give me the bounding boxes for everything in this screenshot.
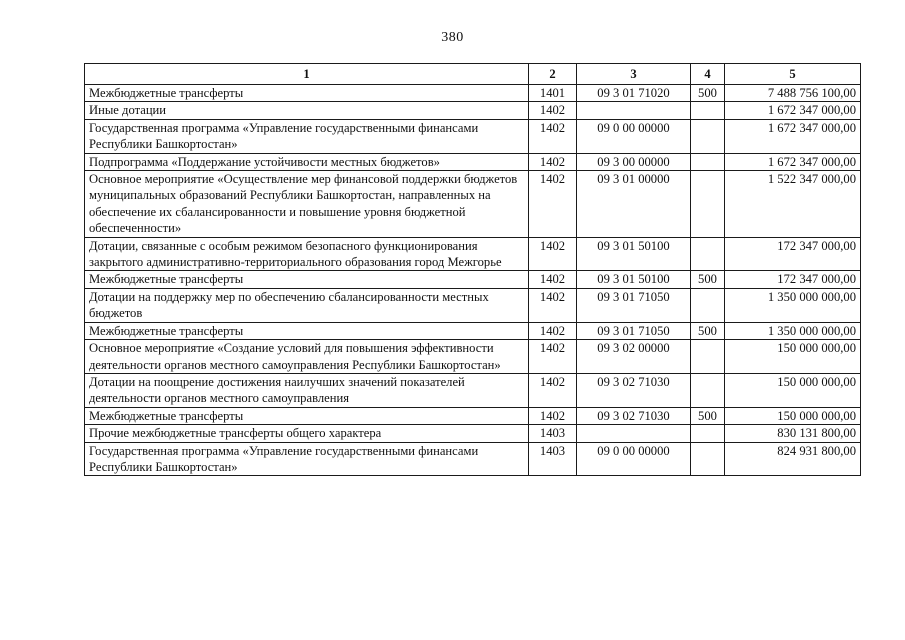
row-name: Дотации на поддержку мер по обеспечению сбалансированности местных бюджетов <box>85 288 529 322</box>
table-row <box>85 288 861 322</box>
table-row <box>85 322 861 339</box>
row-expense: 500 <box>691 322 725 339</box>
row-target: 09 3 01 71020 <box>577 85 691 102</box>
row-target <box>577 102 691 119</box>
table-body <box>85 85 861 476</box>
row-expense <box>691 171 725 238</box>
row-section: 1402 <box>529 271 577 288</box>
row-expense: 500 <box>691 407 725 424</box>
row-target: 09 3 02 00000 <box>577 340 691 374</box>
row-amount: 830 131 800,00 <box>725 425 861 442</box>
table-row <box>85 425 861 442</box>
row-amount: 1 350 000 000,00 <box>725 288 861 322</box>
row-name: Дотации на поощрение достижения наилучших значений показателей деятельности органов местного самоуправления <box>85 373 529 407</box>
row-name: Иные дотации <box>85 102 529 119</box>
row-section: 1402 <box>529 153 577 170</box>
row-expense <box>691 102 725 119</box>
header-col-2: 2 <box>529 64 577 85</box>
row-name: Государственная программа «Управление государственными финансами Республики Башкортостан» <box>85 442 529 476</box>
header-col-1: 1 <box>85 64 529 85</box>
row-amount: 7 488 756 100,00 <box>725 85 861 102</box>
row-amount: 1 350 000 000,00 <box>725 322 861 339</box>
header-col-5: 5 <box>725 64 861 85</box>
row-section: 1402 <box>529 407 577 424</box>
row-name: Основное мероприятие «Осуществление мер финансовой поддержки бюджетов муниципальных образований Республики Башкортостан, направленных на обеспечение их сбалансированности и повышение уровня бюджетной обеспеченности» <box>85 171 529 238</box>
row-section: 1402 <box>529 171 577 238</box>
row-amount: 1 672 347 000,00 <box>725 119 861 153</box>
row-expense <box>691 153 725 170</box>
row-name: Межбюджетные трансферты <box>85 407 529 424</box>
row-amount: 150 000 000,00 <box>725 340 861 374</box>
row-section: 1402 <box>529 102 577 119</box>
row-target: 09 3 01 00000 <box>577 171 691 238</box>
table-row <box>85 442 861 476</box>
row-target: 09 3 01 71050 <box>577 322 691 339</box>
row-amount: 1 672 347 000,00 <box>725 153 861 170</box>
row-target: 09 3 02 71030 <box>577 407 691 424</box>
row-name: Основное мероприятие «Создание условий для повышения эффективности деятельности органов местного самоуправления Республики Башкортостан» <box>85 340 529 374</box>
row-name: Межбюджетные трансферты <box>85 322 529 339</box>
row-amount: 150 000 000,00 <box>725 373 861 407</box>
row-expense <box>691 425 725 442</box>
header-col-3: 3 <box>577 64 691 85</box>
row-amount: 172 347 000,00 <box>725 271 861 288</box>
table-row <box>85 373 861 407</box>
row-amount: 172 347 000,00 <box>725 237 861 271</box>
row-target: 09 3 01 71050 <box>577 288 691 322</box>
row-expense <box>691 442 725 476</box>
row-expense <box>691 288 725 322</box>
row-target: 09 3 00 00000 <box>577 153 691 170</box>
budget-table <box>84 63 861 476</box>
header-col-4: 4 <box>691 64 725 85</box>
row-expense <box>691 373 725 407</box>
row-section: 1402 <box>529 237 577 271</box>
row-name: Государственная программа «Управление государственными финансами Республики Башкортостан» <box>85 119 529 153</box>
row-section: 1401 <box>529 85 577 102</box>
row-section: 1403 <box>529 442 577 476</box>
row-expense <box>691 340 725 374</box>
row-amount: 824 931 800,00 <box>725 442 861 476</box>
row-expense: 500 <box>691 271 725 288</box>
table-row <box>85 85 861 102</box>
table-row <box>85 102 861 119</box>
table-row <box>85 119 861 153</box>
row-section: 1402 <box>529 288 577 322</box>
row-section: 1402 <box>529 340 577 374</box>
row-expense <box>691 119 725 153</box>
row-expense <box>691 237 725 271</box>
row-target: 09 3 01 50100 <box>577 237 691 271</box>
row-amount: 1 672 347 000,00 <box>725 102 861 119</box>
row-amount: 1 522 347 000,00 <box>725 171 861 238</box>
table-row <box>85 407 861 424</box>
header-row <box>85 64 861 85</box>
table-row <box>85 153 861 170</box>
table-row <box>85 271 861 288</box>
table-row <box>85 237 861 271</box>
row-name: Дотации, связанные с особым режимом безопасного функционирования закрытого административно-территориального образования город Межгорье <box>85 237 529 271</box>
row-target: 09 0 00 00000 <box>577 442 691 476</box>
page-number: 380 <box>441 30 464 45</box>
row-section: 1402 <box>529 373 577 407</box>
row-expense: 500 <box>691 85 725 102</box>
row-target: 09 3 02 71030 <box>577 373 691 407</box>
table-row <box>85 340 861 374</box>
row-amount: 150 000 000,00 <box>725 407 861 424</box>
table-row <box>85 171 861 238</box>
row-section: 1402 <box>529 322 577 339</box>
row-name: Межбюджетные трансферты <box>85 85 529 102</box>
row-section: 1403 <box>529 425 577 442</box>
row-target: 09 3 01 50100 <box>577 271 691 288</box>
row-target: 09 0 00 00000 <box>577 119 691 153</box>
row-name: Подпрограмма «Поддержание устойчивости местных бюджетов» <box>85 153 529 170</box>
row-name: Межбюджетные трансферты <box>85 271 529 288</box>
row-section: 1402 <box>529 119 577 153</box>
row-target <box>577 425 691 442</box>
row-name: Прочие межбюджетные трансферты общего характера <box>85 425 529 442</box>
